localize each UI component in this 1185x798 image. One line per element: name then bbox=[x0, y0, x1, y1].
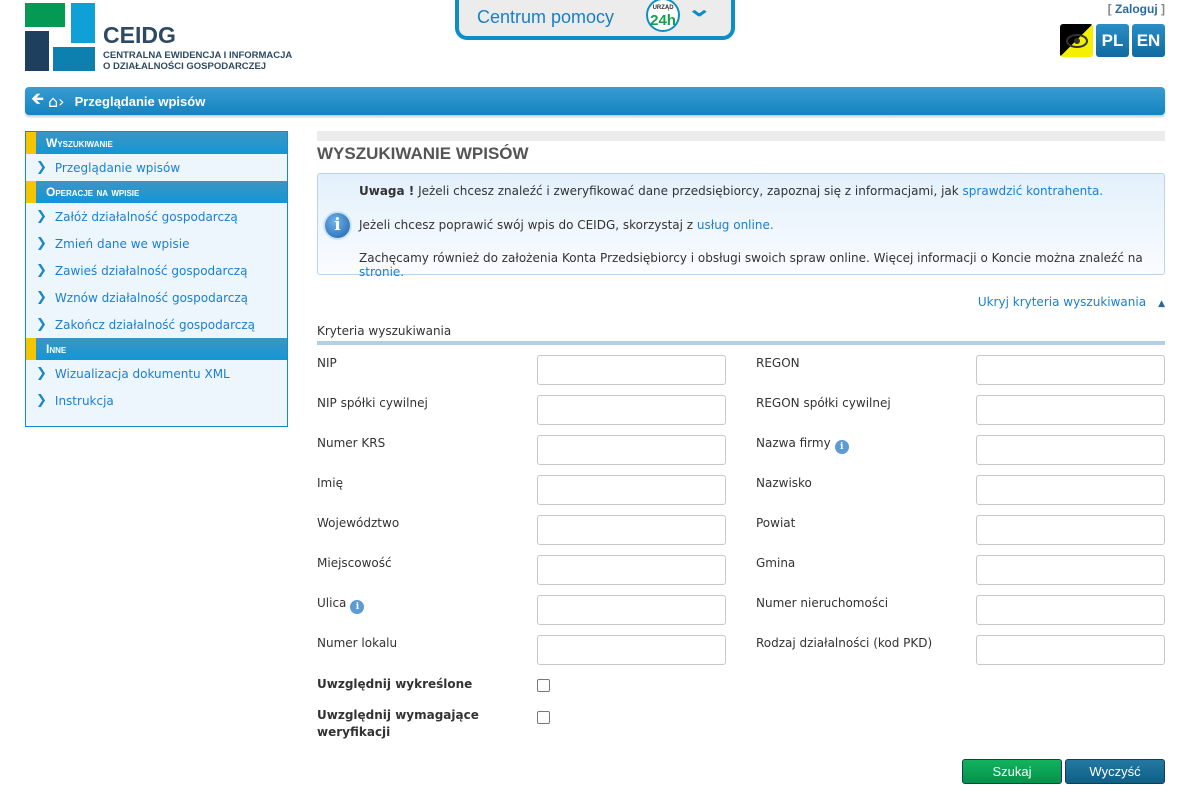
include-deleted-label: Uwzględnij wykreślone bbox=[317, 677, 473, 691]
gmina-input[interactable] bbox=[976, 555, 1165, 585]
chevron-right-icon: ❯ bbox=[36, 263, 47, 278]
info-icon[interactable]: i bbox=[350, 600, 364, 614]
chevron-right-icon: ❯ bbox=[36, 366, 47, 381]
field-label: Rodzaj działalności (kod PKD) bbox=[756, 636, 933, 650]
info-line-2: Jeżeli chcesz poprawić swój wpis do CEIDG, skorzystaj z usług online. bbox=[359, 218, 774, 232]
field-label: Gmina bbox=[756, 556, 796, 570]
info-box bbox=[317, 173, 1165, 279]
numer-lokalu-input[interactable] bbox=[537, 635, 726, 665]
ulica-input[interactable] bbox=[537, 595, 726, 625]
sidebar bbox=[25, 131, 288, 427]
field-label: Numer KRS bbox=[317, 436, 386, 450]
hide-criteria-link[interactable]: Ukryj kryteria wyszukiwania bbox=[977, 295, 1147, 309]
clear-button[interactable]: Wyczyść bbox=[1065, 759, 1165, 784]
chevron-right-icon: ❯ bbox=[36, 317, 47, 332]
hide-criteria-toggle[interactable] bbox=[978, 295, 1165, 309]
sidebar-section-title: Inne bbox=[26, 338, 287, 360]
field-label: Numer lokalu bbox=[317, 636, 398, 650]
account-info-link[interactable]: stronie. bbox=[359, 265, 405, 279]
sidebar-item-browse[interactable]: ❯ Przeglądanie wpisów bbox=[36, 160, 181, 175]
breadcrumb bbox=[25, 87, 1165, 115]
sidebar-section-title: Wyszukiwanie bbox=[26, 132, 287, 154]
logo-subtitle: CENTRALNA EWIDENCJA I INFORMACJA O DZIAŁALNOŚCI GOSPODARCZEJ bbox=[103, 50, 293, 72]
field-label: Województwo bbox=[317, 516, 400, 530]
lang-en-button[interactable]: EN bbox=[1132, 24, 1165, 57]
sidebar-section-title: Operacje na wpisie bbox=[26, 181, 287, 203]
sidebar-item-resume[interactable]: ❯ Wznów działalność gospodarczą bbox=[36, 290, 249, 305]
field-label: Imię bbox=[317, 476, 343, 490]
logo-title: CEIDG bbox=[103, 22, 176, 48]
office-24h-badge: URZĄD 24h bbox=[646, 0, 680, 32]
rodzaj-dzia-alno-ci-kod-pkd--input[interactable] bbox=[976, 635, 1165, 665]
sidebar-item-suspend[interactable]: ❯ Zawieś działalność gospodarczą bbox=[36, 263, 248, 278]
lang-pl-button[interactable]: PL bbox=[1096, 24, 1129, 57]
home-icon[interactable]: ⌂› bbox=[48, 91, 65, 111]
chevron-right-icon: ❯ bbox=[36, 393, 47, 408]
wojew-dztwo-input[interactable] bbox=[537, 515, 726, 545]
sidebar-item-manual[interactable]: ❯ Instrukcja bbox=[36, 393, 114, 408]
info-icon: i bbox=[323, 211, 352, 240]
info-line-3: Zachęcamy również do założenia Konta Przedsiębiorcy i obsługi swoich spraw online. Więcej informacji o Koncie można znaleźć na stronie. bbox=[359, 251, 1143, 279]
field-label: NIP bbox=[317, 356, 337, 370]
powiat-input[interactable] bbox=[976, 515, 1165, 545]
field-label: Nazwisko bbox=[756, 476, 812, 490]
help-center-label: Centrum pomocy bbox=[477, 7, 615, 27]
login-link[interactable]: Zaloguj bbox=[1114, 2, 1158, 16]
page-title: WYSZUKIWANIE WPISÓW bbox=[317, 144, 529, 163]
field-label: Ulica i bbox=[317, 596, 364, 614]
info-icon[interactable]: i bbox=[835, 440, 849, 454]
chevron-right-icon: ❯ bbox=[36, 209, 47, 224]
field-label: REGON spółki cywilnej bbox=[756, 396, 891, 410]
field-label: Nazwa firmy i bbox=[756, 436, 849, 454]
regon-sp-ki-cywilnej-input[interactable] bbox=[976, 395, 1165, 425]
field-label: Numer nieruchomości bbox=[756, 596, 889, 610]
nip-input[interactable] bbox=[537, 355, 726, 385]
sidebar-item-register[interactable]: ❯ Załóż działalność gospodarczą bbox=[36, 209, 238, 224]
criteria-title: Kryteria wyszukiwania bbox=[317, 324, 452, 338]
field-label: Miejscowość bbox=[317, 556, 392, 570]
nazwa-firmy-input[interactable] bbox=[976, 435, 1165, 465]
miejscowo--input[interactable] bbox=[537, 555, 726, 585]
check-contractor-link[interactable]: sprawdzić kontrahenta. bbox=[962, 184, 1104, 198]
chevron-right-icon: ❯ bbox=[36, 290, 47, 305]
include-verify-checkbox[interactable] bbox=[537, 711, 550, 724]
numer-krs-input[interactable] bbox=[537, 435, 726, 465]
include-deleted-checkbox[interactable] bbox=[537, 679, 550, 692]
field-label: NIP spółki cywilnej bbox=[317, 396, 428, 410]
chevron-down-icon: ⌄ bbox=[686, 0, 713, 21]
nip-sp-ki-cywilnej-input[interactable] bbox=[537, 395, 726, 425]
breadcrumb-current: Przeglądanie wpisów bbox=[74, 93, 206, 109]
include-verify-label: Uwzględnij wymagające weryfikacji bbox=[317, 708, 479, 739]
criteria-divider bbox=[317, 341, 1165, 345]
sidebar-item-close[interactable]: ❯ Zakończ działalność gospodarczą bbox=[36, 317, 256, 332]
field-label: REGON bbox=[756, 356, 800, 370]
contrast-eye-icon[interactable] bbox=[1060, 24, 1093, 57]
online-services-link[interactable]: usług online. bbox=[696, 218, 774, 232]
login-link-wrap: [ Zaloguj ] bbox=[1107, 2, 1165, 16]
divider bbox=[317, 131, 1165, 141]
help-center-button[interactable] bbox=[455, 0, 735, 40]
chevron-right-icon: ❯ bbox=[36, 236, 47, 251]
sidebar-item-change[interactable]: ❯ Zmień dane we wpisie bbox=[36, 236, 190, 251]
field-label: Powiat bbox=[756, 516, 796, 530]
numer-nieruchomo-ci-input[interactable] bbox=[976, 595, 1165, 625]
search-button[interactable]: Szukaj bbox=[962, 759, 1062, 784]
ceidg-logo[interactable] bbox=[25, 3, 95, 71]
regon-input[interactable] bbox=[976, 355, 1165, 385]
sidebar-item-xml[interactable]: ❯ Wizualizacja dokumentu XML bbox=[36, 366, 230, 381]
back-arrow-icon[interactable]: 🡸 bbox=[31, 88, 44, 108]
chevron-right-icon: ❯ bbox=[36, 160, 47, 175]
info-line-1: Uwaga ! Jeżeli chcesz znaleźć i zweryfikować dane przedsiębiorcy, zapoznaj się z informacjami, jak sprawdzić kontrahenta. bbox=[359, 184, 1104, 198]
nazwisko-input[interactable] bbox=[976, 475, 1165, 505]
toolbar bbox=[1060, 24, 1165, 57]
triangle-up-icon: ▲ bbox=[1158, 299, 1165, 309]
imi--input[interactable] bbox=[537, 475, 726, 505]
